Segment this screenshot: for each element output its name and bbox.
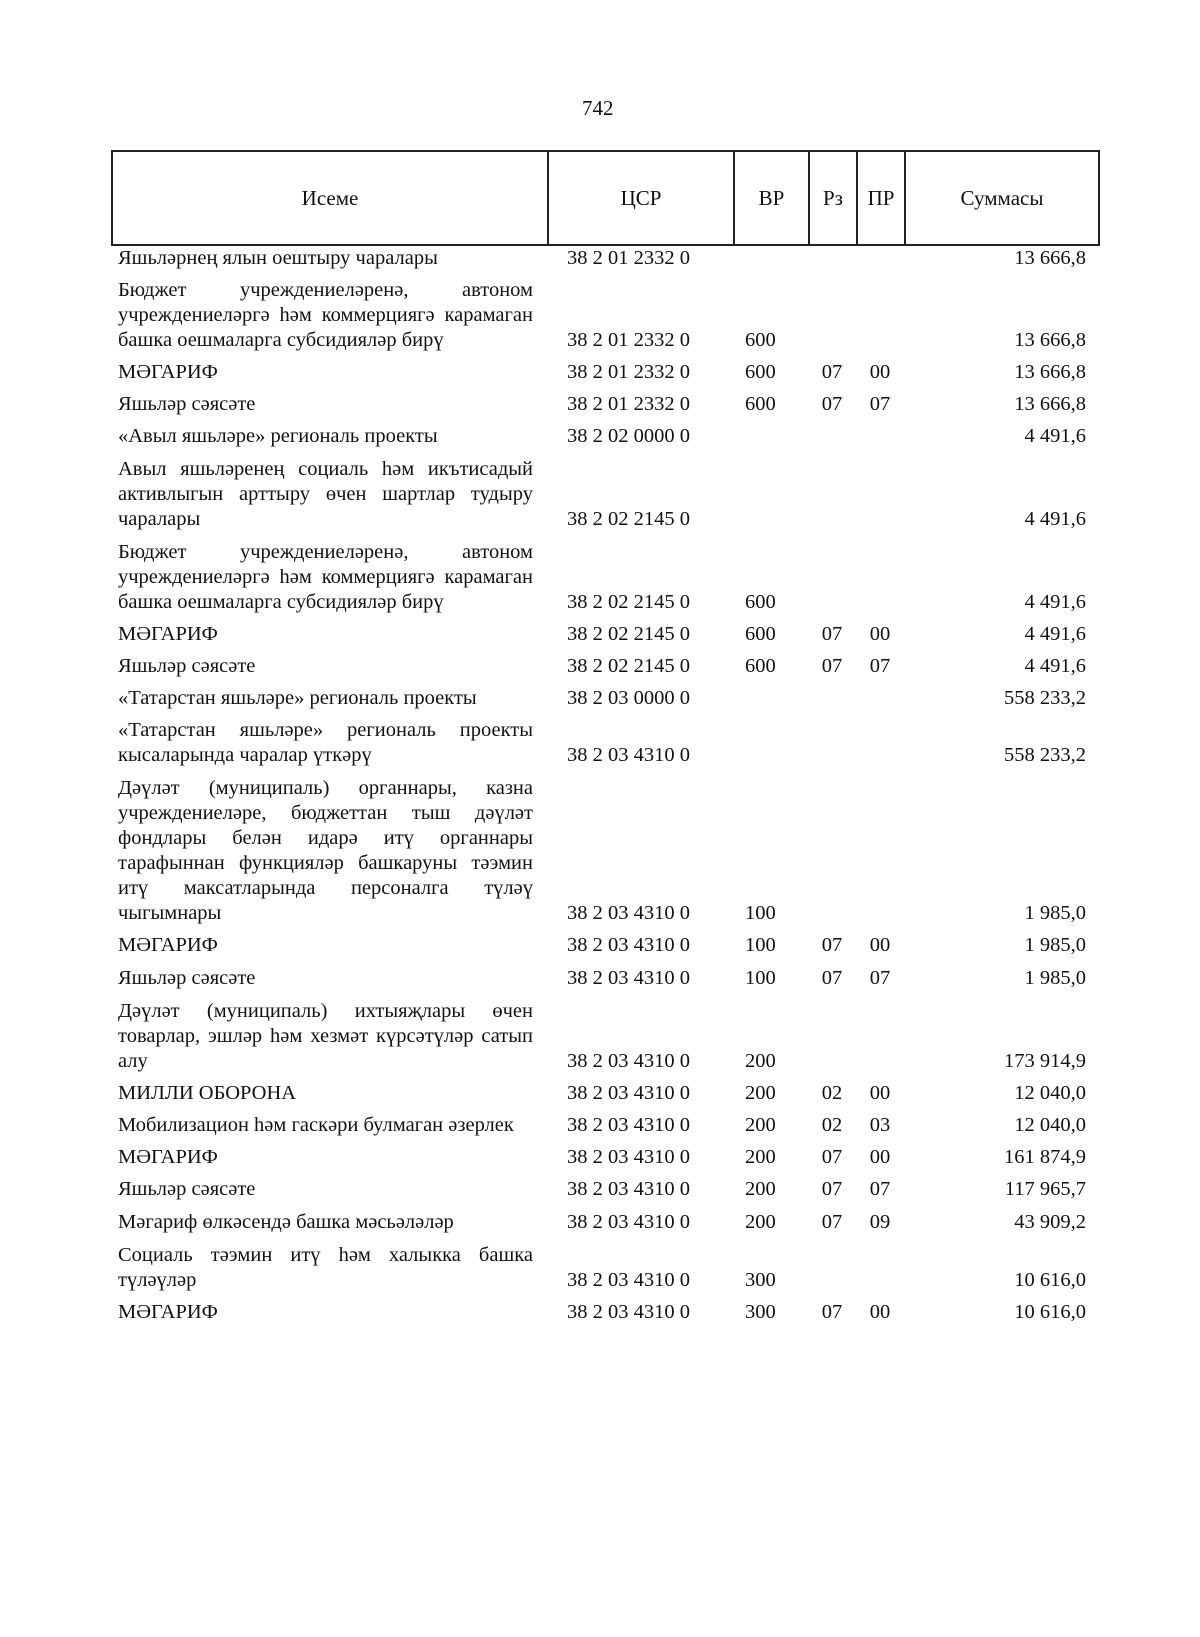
cell-vr: 200 [745,1146,776,1168]
cell-vr: 600 [745,655,776,677]
cell-name: Бюджет учреждениеләренә, автоном учреждениеләргә һәм коммерциягә карамаган башка оешмаларга субсидияләр бирү [118,541,533,613]
table-header [111,150,1100,246]
cell-vr: 200 [745,1082,776,1104]
cell-csr: 38 2 03 0000 0 [567,687,690,709]
cell-name: Яшьләр сәясәте [118,655,256,677]
cell-sum: 10 616,0 [1014,1269,1086,1291]
table-row [111,1210,1098,1235]
cell-name: «Татарстан яшьләре» региональ проекты [118,687,477,709]
table-row [111,1081,1098,1106]
cell-pr: 07 [869,655,891,677]
table-row [111,1145,1098,1170]
cell-name: Яшьләр сәясәте [118,393,256,415]
cell-vr: 600 [745,591,776,613]
cell-name: МИЛЛИ ОБОРОНА [118,1082,297,1104]
cell-vr: 100 [745,934,776,956]
cell-vr: 600 [745,361,776,383]
table-row [111,999,1098,1074]
cell-csr: 38 2 03 4310 0 [567,934,690,956]
cell-sum: 1 985,0 [1024,934,1086,956]
cell-csr: 38 2 02 2145 0 [567,655,690,677]
cell-rz: 07 [821,655,843,677]
cell-name: Мобилизацион һәм гаскәри булмаган әзерлек [118,1114,514,1136]
cell-csr: 38 2 03 4310 0 [567,744,690,766]
cell-csr: 38 2 03 4310 0 [567,1211,690,1233]
cell-rz: 07 [821,1146,843,1168]
cell-name: Дәүләт (муниципаль) органнары, казна учреждениеләре, бюджеттан тыш дәүләт фондлары белән идарә итү органнары тарафыннан функцияләр башкаруны тәэмин итү максатларында персоналга түләү чыгымнары [118,777,533,924]
cell-pr: 07 [869,1178,891,1200]
cell-csr: 38 2 03 4310 0 [567,1146,690,1168]
cell-rz: 07 [821,623,843,645]
table-row [111,1177,1098,1202]
cell-name: «Авыл яшьләре» региональ проекты [118,425,438,447]
table-row [111,933,1098,958]
cell-pr: 09 [869,1211,891,1233]
cell-vr: 100 [745,902,776,924]
cell-sum: 4 491,6 [1024,591,1086,613]
table-row [111,424,1098,449]
cell-name: МӘГАРИФ [118,1301,218,1323]
column-header-rz: Рз [809,151,857,245]
cell-vr: 100 [745,967,776,989]
cell-vr: 600 [745,623,776,645]
cell-sum: 4 491,6 [1024,623,1086,645]
cell-sum: 12 040,0 [1014,1082,1086,1104]
cell-csr: 38 2 03 4310 0 [567,1114,690,1136]
table-row [111,540,1098,615]
cell-sum: 117 965,7 [1004,1178,1086,1200]
page-number-text: 742 [582,96,614,120]
cell-sum: 558 233,2 [1004,744,1086,766]
table-row [111,360,1098,385]
cell-pr: 07 [869,967,891,989]
cell-name: МӘГАРИФ [118,934,218,956]
table-row [111,1243,1098,1293]
cell-pr: 00 [869,1301,891,1323]
cell-csr: 38 2 03 4310 0 [567,1050,690,1072]
cell-csr: 38 2 03 4310 0 [567,902,690,924]
cell-sum: 4 491,6 [1024,508,1086,530]
cell-sum: 558 233,2 [1004,687,1086,709]
cell-name: Бюджет учреждениеләренә, автоном учреждениеләргә һәм коммерциягә карамаган башка оешмаларга субсидияләр бирү [118,279,533,351]
cell-csr: 38 2 02 2145 0 [567,623,690,645]
table-row [111,776,1098,926]
cell-sum: 13 666,8 [1014,247,1086,269]
cell-csr: 38 2 02 0000 0 [567,425,690,447]
table-row [111,686,1098,711]
cell-rz: 02 [821,1114,843,1136]
cell-rz: 07 [821,1211,843,1233]
table-row [111,966,1098,991]
cell-sum: 173 914,9 [1004,1050,1086,1072]
cell-csr: 38 2 01 2332 0 [567,361,690,383]
cell-sum: 161 874,9 [1004,1146,1086,1168]
cell-name: «Татарстан яшьләре» региональ проекты кысаларында чаралар үткәрү [118,719,533,766]
table-row [111,654,1098,679]
cell-csr: 38 2 01 2332 0 [567,393,690,415]
table-row [111,246,1098,271]
table-row [111,457,1098,532]
cell-name: Яшьләрнең ялын оештыру чаралары [118,247,438,269]
column-header-sum: Суммасы [905,151,1099,245]
cell-pr: 00 [869,623,891,645]
cell-sum: 13 666,8 [1014,361,1086,383]
cell-csr: 38 2 03 4310 0 [567,967,690,989]
cell-csr: 38 2 03 4310 0 [567,1082,690,1104]
cell-pr: 00 [869,934,891,956]
cell-sum: 43 909,2 [1014,1211,1086,1233]
cell-name: Яшьләр сәясәте [118,967,256,989]
table-row [111,1300,1098,1325]
cell-name: МӘГАРИФ [118,1146,218,1168]
cell-pr: 00 [869,1146,891,1168]
table-body [111,246,1098,1325]
cell-vr: 200 [745,1114,776,1136]
cell-sum: 4 491,6 [1024,655,1086,677]
cell-csr: 38 2 02 2145 0 [567,591,690,613]
cell-rz: 07 [821,934,843,956]
cell-vr: 600 [745,329,776,351]
cell-csr: 38 2 01 2332 0 [567,329,690,351]
cell-csr: 38 2 03 4310 0 [567,1301,690,1323]
column-header-name: Исеме [112,151,548,245]
table-row [111,622,1098,647]
cell-sum: 12 040,0 [1014,1114,1086,1136]
table-row [111,718,1098,768]
cell-rz: 07 [821,967,843,989]
column-header-csr: ЦСР [548,151,734,245]
cell-sum: 1 985,0 [1024,967,1086,989]
cell-name: Дәүләт (муниципаль) ихтыяҗлары өчен товарлар, эшләр һәм хезмәт күрсәтүләр сатып алу [118,1000,533,1072]
cell-rz: 07 [821,393,843,415]
cell-csr: 38 2 03 4310 0 [567,1178,690,1200]
cell-pr: 00 [869,1082,891,1104]
cell-vr: 200 [745,1211,776,1233]
cell-name: Яшьләр сәясәте [118,1178,256,1200]
column-header-pr: ПР [857,151,905,245]
cell-rz: 07 [821,1301,843,1323]
cell-name: МӘГАРИФ [118,361,218,383]
cell-csr: 38 2 03 4310 0 [567,1269,690,1291]
cell-sum: 1 985,0 [1024,902,1086,924]
table-row [111,392,1098,417]
cell-vr: 300 [745,1269,776,1291]
cell-vr: 600 [745,393,776,415]
cell-sum: 13 666,8 [1014,393,1086,415]
cell-name: Мәгариф өлкәсендә башка мәсьәләләр [118,1211,454,1233]
cell-name: Социаль тәэмин итү һәм халыкка башка түләүләр [118,1244,533,1291]
cell-csr: 38 2 02 2145 0 [567,508,690,530]
table-row [111,1113,1098,1138]
cell-pr: 07 [869,393,891,415]
table-row [111,278,1098,353]
cell-sum: 10 616,0 [1014,1301,1086,1323]
cell-csr: 38 2 01 2332 0 [567,247,690,269]
cell-name: МӘГАРИФ [118,623,218,645]
cell-name: Авыл яшьләренең социаль һәм икътисадый активлыгын арттыру өчен шартлар тудыру чаралары [118,458,533,530]
cell-sum: 4 491,6 [1024,425,1086,447]
cell-rz: 07 [821,361,843,383]
cell-rz: 02 [821,1082,843,1104]
cell-vr: 200 [745,1050,776,1072]
cell-pr: 00 [869,361,891,383]
cell-vr: 200 [745,1178,776,1200]
cell-pr: 03 [869,1114,891,1136]
cell-sum: 13 666,8 [1014,329,1086,351]
cell-rz: 07 [821,1178,843,1200]
column-header-vr: ВР [734,151,809,245]
cell-vr: 300 [745,1301,776,1323]
